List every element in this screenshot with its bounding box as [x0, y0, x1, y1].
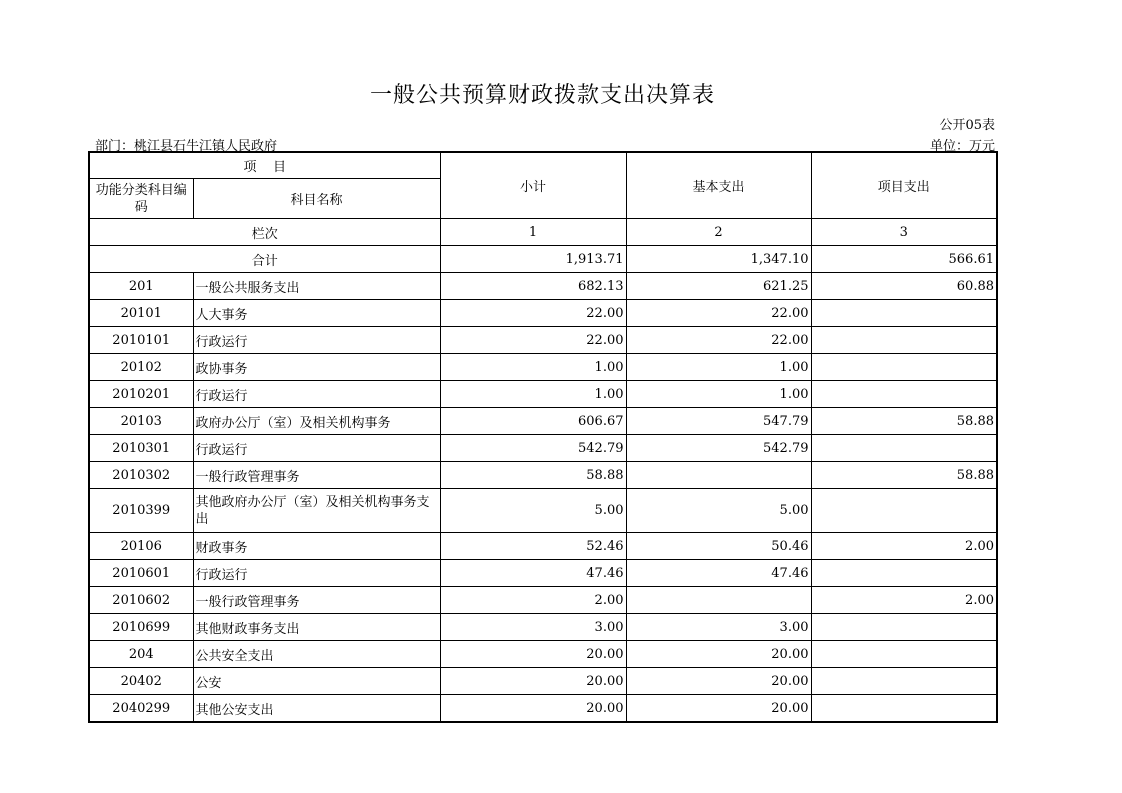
- row-subtotal: 20.00: [440, 641, 626, 668]
- total-basic: 1,347.10: [626, 246, 811, 273]
- row-basic: 47.46: [626, 560, 811, 587]
- func-code-header: 功能分类科目编码: [89, 179, 193, 219]
- page-title: 一般公共预算财政拨款支出决算表: [369, 83, 715, 108]
- table-code: 公开05表: [939, 118, 995, 133]
- row-code: 2010399: [89, 489, 193, 533]
- row-basic: 3.00: [626, 614, 811, 641]
- total-label: 合计: [89, 246, 440, 273]
- row-subject-name: 一般公共服务支出: [193, 273, 440, 300]
- row-project: [811, 354, 997, 381]
- col-index-3: 3: [811, 219, 997, 246]
- row-project: [811, 641, 997, 668]
- row-subtotal: 52.46: [440, 533, 626, 560]
- table-row: [89, 489, 997, 533]
- row-code: 2010301: [89, 435, 193, 462]
- col-index-2: 2: [626, 219, 811, 246]
- row-project: [811, 695, 997, 723]
- row-subtotal: 1.00: [440, 354, 626, 381]
- row-basic: 20.00: [626, 668, 811, 695]
- row-project: [811, 327, 997, 354]
- row-subject-name: 一般行政管理事务: [193, 462, 440, 489]
- department-label: 部门：桃江县石牛江镇人民政府: [95, 139, 278, 154]
- table-row: [89, 587, 997, 614]
- row-basic: 20.00: [626, 641, 811, 668]
- row-code: 2040299: [89, 695, 193, 723]
- total-project: 566.61: [811, 246, 997, 273]
- row-basic: 50.46: [626, 533, 811, 560]
- total-row: [89, 246, 997, 273]
- row-subject-name: 人大事务: [193, 300, 440, 327]
- row-subtotal: 1.00: [440, 381, 626, 408]
- basic-header: 基本支出: [626, 152, 811, 219]
- header-row-1: [89, 152, 997, 179]
- row-code: 2010201: [89, 381, 193, 408]
- row-subject-name: 公共安全支出: [193, 641, 440, 668]
- table-row: [89, 695, 997, 723]
- table-row: [89, 533, 997, 560]
- row-project: 2.00: [811, 533, 997, 560]
- row-project: 58.88: [811, 462, 997, 489]
- col-index-1: 1: [440, 219, 626, 246]
- subtotal-header: 小计: [440, 152, 626, 219]
- row-subtotal: 58.88: [440, 462, 626, 489]
- row-code: 201: [89, 273, 193, 300]
- row-subtotal: 2.00: [440, 587, 626, 614]
- row-basic: [626, 462, 811, 489]
- unit-label: 单位：万元: [929, 139, 995, 154]
- table-row: [89, 381, 997, 408]
- total-subtotal: 1,913.71: [440, 246, 626, 273]
- row-subject-name: 行政运行: [193, 381, 440, 408]
- row-code: 20402: [89, 668, 193, 695]
- row-code: 20102: [89, 354, 193, 381]
- row-code: 20106: [89, 533, 193, 560]
- row-project: [811, 560, 997, 587]
- row-subject-name: 行政运行: [193, 560, 440, 587]
- row-code: 2010601: [89, 560, 193, 587]
- row-subtotal: 22.00: [440, 327, 626, 354]
- column-index-row: [89, 219, 997, 246]
- row-project: [811, 381, 997, 408]
- row-project: 2.00: [811, 587, 997, 614]
- table-row: [89, 614, 997, 641]
- row-code: 2010602: [89, 587, 193, 614]
- row-code: 2010101: [89, 327, 193, 354]
- row-basic: 22.00: [626, 327, 811, 354]
- row-subtotal: 682.13: [440, 273, 626, 300]
- row-basic: 547.79: [626, 408, 811, 435]
- row-basic: 621.25: [626, 273, 811, 300]
- project-header: 项目支出: [811, 152, 997, 219]
- row-subtotal: 22.00: [440, 300, 626, 327]
- row-basic: 1.00: [626, 354, 811, 381]
- item-header: 项 目: [89, 152, 440, 179]
- row-subject-name: 一般行政管理事务: [193, 587, 440, 614]
- row-subject-name: 财政事务: [193, 533, 440, 560]
- budget-table: [88, 151, 998, 723]
- row-subtotal: 5.00: [440, 489, 626, 533]
- table-row: [89, 668, 997, 695]
- table-row: [89, 354, 997, 381]
- row-project: [811, 435, 997, 462]
- table-row: [89, 273, 997, 300]
- row-code: 204: [89, 641, 193, 668]
- table-row: [89, 641, 997, 668]
- row-subtotal: 20.00: [440, 668, 626, 695]
- table-row: [89, 462, 997, 489]
- row-subject-name: 其他财政事务支出: [193, 614, 440, 641]
- subject-name-header: 科目名称: [193, 179, 440, 219]
- row-project: [811, 489, 997, 533]
- row-project: [811, 668, 997, 695]
- row-code: 2010699: [89, 614, 193, 641]
- row-basic: 542.79: [626, 435, 811, 462]
- row-project: [811, 614, 997, 641]
- row-subject-name: 政协事务: [193, 354, 440, 381]
- row-subtotal: 606.67: [440, 408, 626, 435]
- row-project: 60.88: [811, 273, 997, 300]
- row-subtotal: 3.00: [440, 614, 626, 641]
- row-basic: 5.00: [626, 489, 811, 533]
- row-subtotal: 47.46: [440, 560, 626, 587]
- table-row: [89, 408, 997, 435]
- row-basic: 20.00: [626, 695, 811, 723]
- table-row: [89, 560, 997, 587]
- row-basic: [626, 587, 811, 614]
- table-row: [89, 435, 997, 462]
- table-row: [89, 327, 997, 354]
- row-subject-name: 其他政府办公厅（室）及相关机构事务支出: [193, 489, 440, 533]
- row-basic: 1.00: [626, 381, 811, 408]
- row-subtotal: 542.79: [440, 435, 626, 462]
- row-subject-name: 行政运行: [193, 435, 440, 462]
- row-basic: 22.00: [626, 300, 811, 327]
- row-subject-name: 政府办公厅（室）及相关机构事务: [193, 408, 440, 435]
- row-subject-name: 行政运行: [193, 327, 440, 354]
- row-code: 20103: [89, 408, 193, 435]
- row-subject-name: 公安: [193, 668, 440, 695]
- row-code: 2010302: [89, 462, 193, 489]
- row-project: [811, 300, 997, 327]
- row-code: 20101: [89, 300, 193, 327]
- row-project: 58.88: [811, 408, 997, 435]
- table-row: [89, 300, 997, 327]
- row-subject-name: 其他公安支出: [193, 695, 440, 723]
- col-label: 栏次: [89, 219, 440, 246]
- row-subtotal: 20.00: [440, 695, 626, 723]
